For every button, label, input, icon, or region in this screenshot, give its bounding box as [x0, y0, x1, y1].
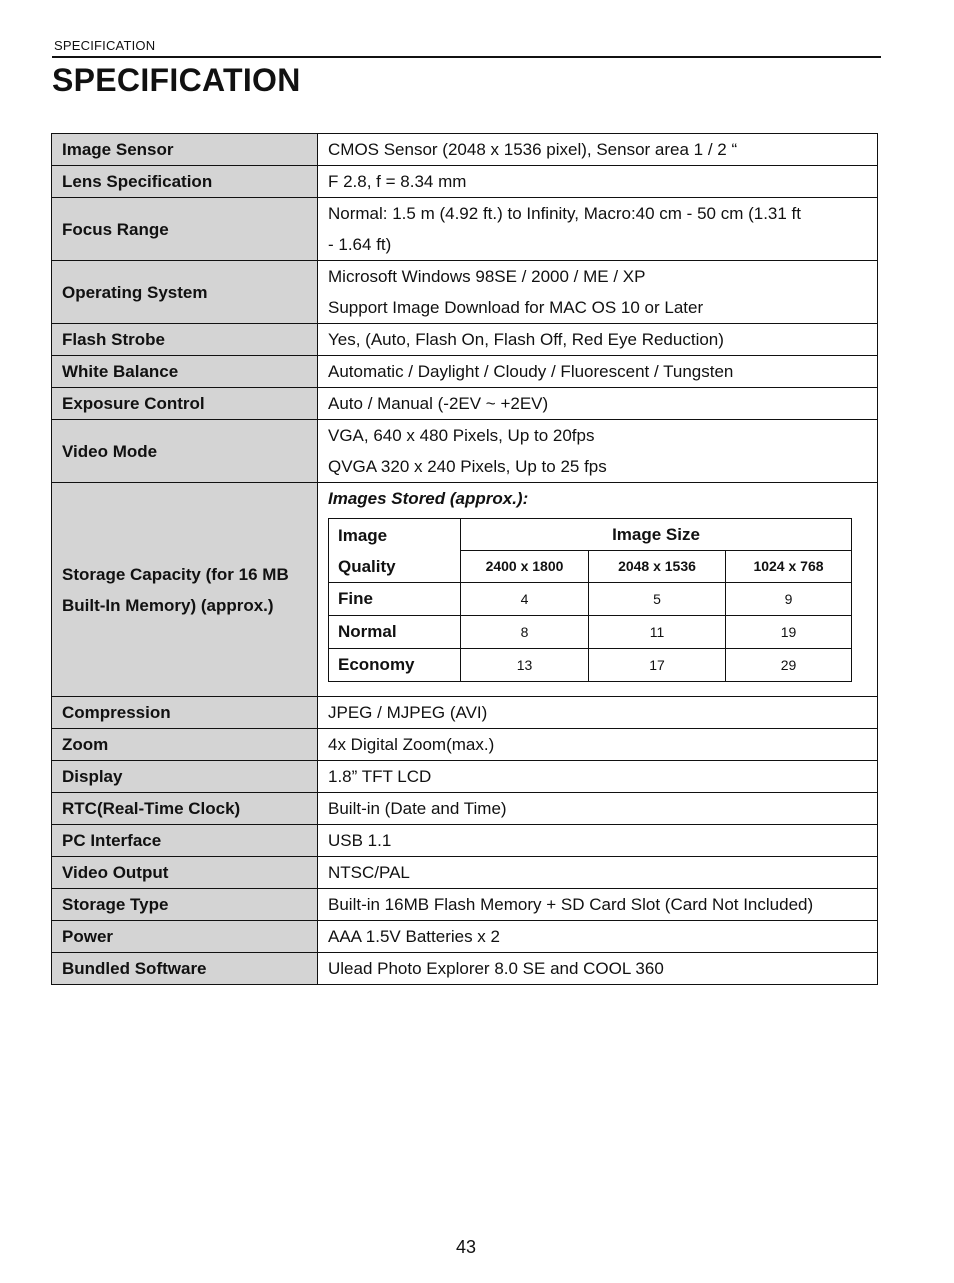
spec-label: RTC(Real-Time Clock) [52, 793, 318, 825]
page-title: SPECIFICATION [52, 62, 301, 98]
storage-capacity-table [328, 518, 852, 682]
spec-value-line: 4x Digital Zoom(max.) [328, 735, 495, 754]
spec-label: White Balance [52, 356, 318, 388]
spec-value-line: Yes, (Auto, Flash On, Flash Off, Red Eye Reduction) [328, 330, 724, 349]
capacity-cell: 8 [461, 616, 589, 649]
capacity-cell: 13 [461, 649, 589, 682]
spec-value-line: CMOS Sensor (2048 x 1536 pixel), Sensor area 1 / 2 “ [328, 140, 738, 159]
spec-value-line: QVGA 320 x 240 Pixels, Up to 25 fps [328, 457, 607, 476]
table-row [52, 261, 878, 324]
table-row [52, 134, 878, 166]
size-column-header: 2048 x 1536 [589, 551, 726, 583]
image-size-header: Image Size [461, 519, 852, 551]
spec-value [318, 356, 878, 388]
quality-label: Economy [329, 649, 461, 682]
spec-value-line: F 2.8, f = 8.34 mm [328, 172, 467, 191]
spec-value-line: Support Image Download for MAC OS 10 or Later [328, 298, 704, 317]
spec-label: Power [52, 921, 318, 953]
spec-value-line: AAA 1.5V Batteries x 2 [328, 927, 500, 946]
spec-label: Focus Range [52, 198, 318, 261]
capacity-cell: 17 [589, 649, 726, 682]
storage-label-line: Built-In Memory) (approx.) [62, 595, 274, 615]
spec-value [318, 825, 878, 857]
spec-value [318, 324, 878, 356]
spec-value [318, 729, 878, 761]
spec-value [318, 889, 878, 921]
page-number: 43 [455, 1237, 477, 1257]
spec-value-line: Automatic / Daylight / Cloudy / Fluorescent / Tungsten [328, 362, 734, 381]
table-row [52, 697, 878, 729]
spec-label: PC Interface [52, 825, 318, 857]
capacity-cell: 5 [589, 583, 726, 616]
spec-value [318, 388, 878, 420]
spec-label: Video Mode [52, 420, 318, 483]
spec-value-line: JPEG / MJPEG (AVI) [328, 703, 488, 722]
capacity-cell: 19 [726, 616, 852, 649]
table-row [52, 825, 878, 857]
capacity-cell: 11 [589, 616, 726, 649]
size-column-header: 1024 x 768 [726, 551, 852, 583]
spec-label: Flash Strobe [52, 324, 318, 356]
table-row [52, 761, 878, 793]
spec-value [318, 198, 878, 261]
table-row [52, 793, 878, 825]
spec-value-line: NTSC/PAL [328, 863, 410, 882]
spec-value [318, 420, 878, 483]
spec-value-line: Built-in (Date and Time) [328, 799, 507, 818]
table-row [52, 166, 878, 198]
spec-value [318, 761, 878, 793]
spec-label: Zoom [52, 729, 318, 761]
table-row [52, 889, 878, 921]
spec-value-line: 1.8” TFT LCD [328, 767, 432, 786]
spec-value-line: VGA, 640 x 480 Pixels, Up to 20fps [328, 426, 595, 445]
inner-row [329, 583, 852, 616]
header-rule [52, 56, 881, 58]
spec-value-line: Normal: 1.5 m (4.92 ft.) to Infinity, Macro:40 cm - 50 cm (1.31 ft [328, 204, 802, 223]
spec-value-line: Built-in 16MB Flash Memory + SD Card Slot (Card Not Included) [328, 895, 814, 914]
table-row [52, 921, 878, 953]
running-head: SPECIFICATION [54, 38, 156, 53]
table-row [52, 857, 878, 889]
spec-label: Bundled Software [52, 953, 318, 985]
spec-label: Lens Specification [52, 166, 318, 198]
table-row [52, 420, 878, 483]
inner-row [329, 649, 852, 682]
size-column-header: 2400 x 1800 [461, 551, 589, 583]
spec-value [318, 793, 878, 825]
spec-value-line: Ulead Photo Explorer 8.0 SE and COOL 360 [328, 959, 664, 978]
inner-row [329, 616, 852, 649]
table-row [52, 388, 878, 420]
spec-value [318, 134, 878, 166]
spec-label: Storage Type [52, 889, 318, 921]
table-row [52, 729, 878, 761]
spec-value-line: USB 1.1 [328, 831, 392, 850]
spec-label: Image Sensor [52, 134, 318, 166]
spec-label: Video Output [52, 857, 318, 889]
spec-label: Operating System [52, 261, 318, 324]
spec-label: Exposure Control [52, 388, 318, 420]
quality-header-line: Quality [338, 556, 396, 576]
spec-value [318, 261, 878, 324]
table-row [52, 324, 878, 356]
capacity-cell: 4 [461, 583, 589, 616]
spec-value-line: Auto / Manual (-2EV ~ +2EV) [328, 394, 549, 413]
quality-label: Normal [329, 616, 461, 649]
spec-value-line: - 1.64 ft) [328, 235, 392, 254]
table-row-storage [52, 483, 878, 697]
table-row [52, 198, 878, 261]
capacity-cell: 9 [726, 583, 852, 616]
spec-value [318, 921, 878, 953]
table-row [52, 953, 878, 985]
storage-heading: Images Stored (approx.): [328, 489, 529, 508]
capacity-cell: 29 [726, 649, 852, 682]
spec-table [51, 133, 878, 985]
quality-header [329, 519, 461, 583]
spec-value [318, 857, 878, 889]
spec-value [318, 483, 878, 697]
quality-header-line: Image [338, 525, 388, 545]
spec-label: Compression [52, 697, 318, 729]
spec-label [52, 483, 318, 697]
spec-value [318, 166, 878, 198]
table-row [52, 356, 878, 388]
spec-value [318, 697, 878, 729]
quality-label: Fine [329, 583, 461, 616]
inner-header-row [329, 519, 852, 551]
storage-label-line: Storage Capacity (for 16 MB [62, 564, 289, 584]
spec-label: Display [52, 761, 318, 793]
spec-value [318, 953, 878, 985]
spec-value-line: Microsoft Windows 98SE / 2000 / ME / XP [328, 267, 646, 286]
